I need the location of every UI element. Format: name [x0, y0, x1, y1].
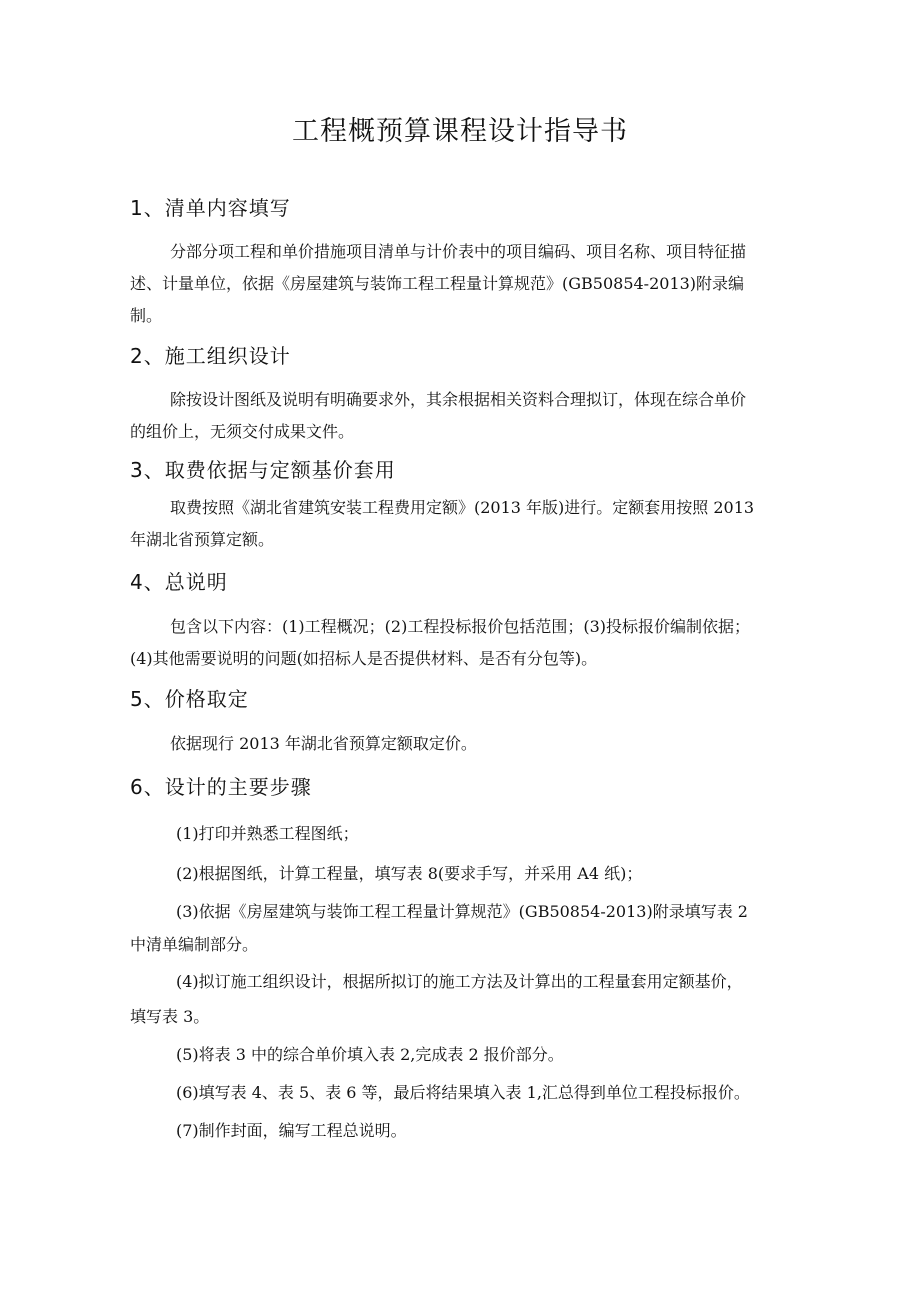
- section-2-line-1: 除按设计图纸及说明有明确要求外，其余根据相关资料合理拟订，体现在综合单价: [170, 390, 747, 409]
- section-1-line-2: 述、计量单位，依据《房屋建筑与装饰工程工程量计算规范》(GB50854-2013)附录编: [130, 274, 745, 293]
- step-6: (6)填写表 4、表 5、表 6 等，最后将结果填入表 1,汇总得到单位工程投标报价。: [176, 1083, 750, 1102]
- step-5: (5)将表 3 中的综合单价填入表 2,完成表 2 报价部分。: [176, 1045, 564, 1064]
- step-4-continued: 填写表 3。: [130, 1007, 210, 1026]
- document-title: 工程概预算课程设计指导书: [292, 116, 628, 147]
- section-1-heading: 1、清单内容填写: [130, 196, 291, 220]
- section-3-line-2: 年湖北省预算定额。: [130, 530, 275, 549]
- section-3-heading: 3、取费依据与定额基价套用: [130, 458, 396, 482]
- step-2: (2)根据图纸，计算工程量，填写表 8(要求手写，并采用 A4 纸)；: [176, 864, 643, 883]
- step-3-continued: 中清单编制部分。: [130, 935, 259, 954]
- step-4: (4)拟订施工组织设计，根据所拟订的施工方法及计算出的工程量套用定额基价，: [176, 972, 743, 991]
- section-2-line-2: 的组价上，无须交付成果文件。: [130, 422, 355, 441]
- step-3: (3)依据《房屋建筑与装饰工程工程量计算规范》(GB50854-2013)附录填写表 2: [176, 902, 748, 921]
- section-2-heading: 2、施工组织设计: [130, 344, 291, 368]
- section-5-line-1: 依据现行 2013 年湖北省预算定额取定价。: [170, 734, 477, 753]
- step-1: (1)打印并熟悉工程图纸；: [176, 824, 359, 843]
- step-7: (7)制作封面，编写工程总说明。: [176, 1121, 407, 1140]
- section-1-line-1: 分部分项工程和单价措施项目清单与计价表中的项目编码、项目名称、项目特征描: [170, 242, 747, 261]
- section-6-heading: 6、设计的主要步骤: [130, 775, 312, 799]
- section-4-heading: 4、总说明: [130, 570, 228, 594]
- section-3-line-1: 取费按照《湖北省建筑安装工程费用定额》(2013 年版)进行。定额套用按照 2013: [170, 498, 755, 517]
- section-4-line-1: 包含以下内容：(1)工程概况；(2)工程投标报价包括范围；(3)投标报价编制依据；: [170, 617, 750, 636]
- section-4-line-2: (4)其他需要说明的问题(如招标人是否提供材料、是否有分包等)。: [130, 649, 598, 668]
- section-5-heading: 5、价格取定: [130, 687, 249, 711]
- section-1-line-3: 制。: [130, 306, 163, 325]
